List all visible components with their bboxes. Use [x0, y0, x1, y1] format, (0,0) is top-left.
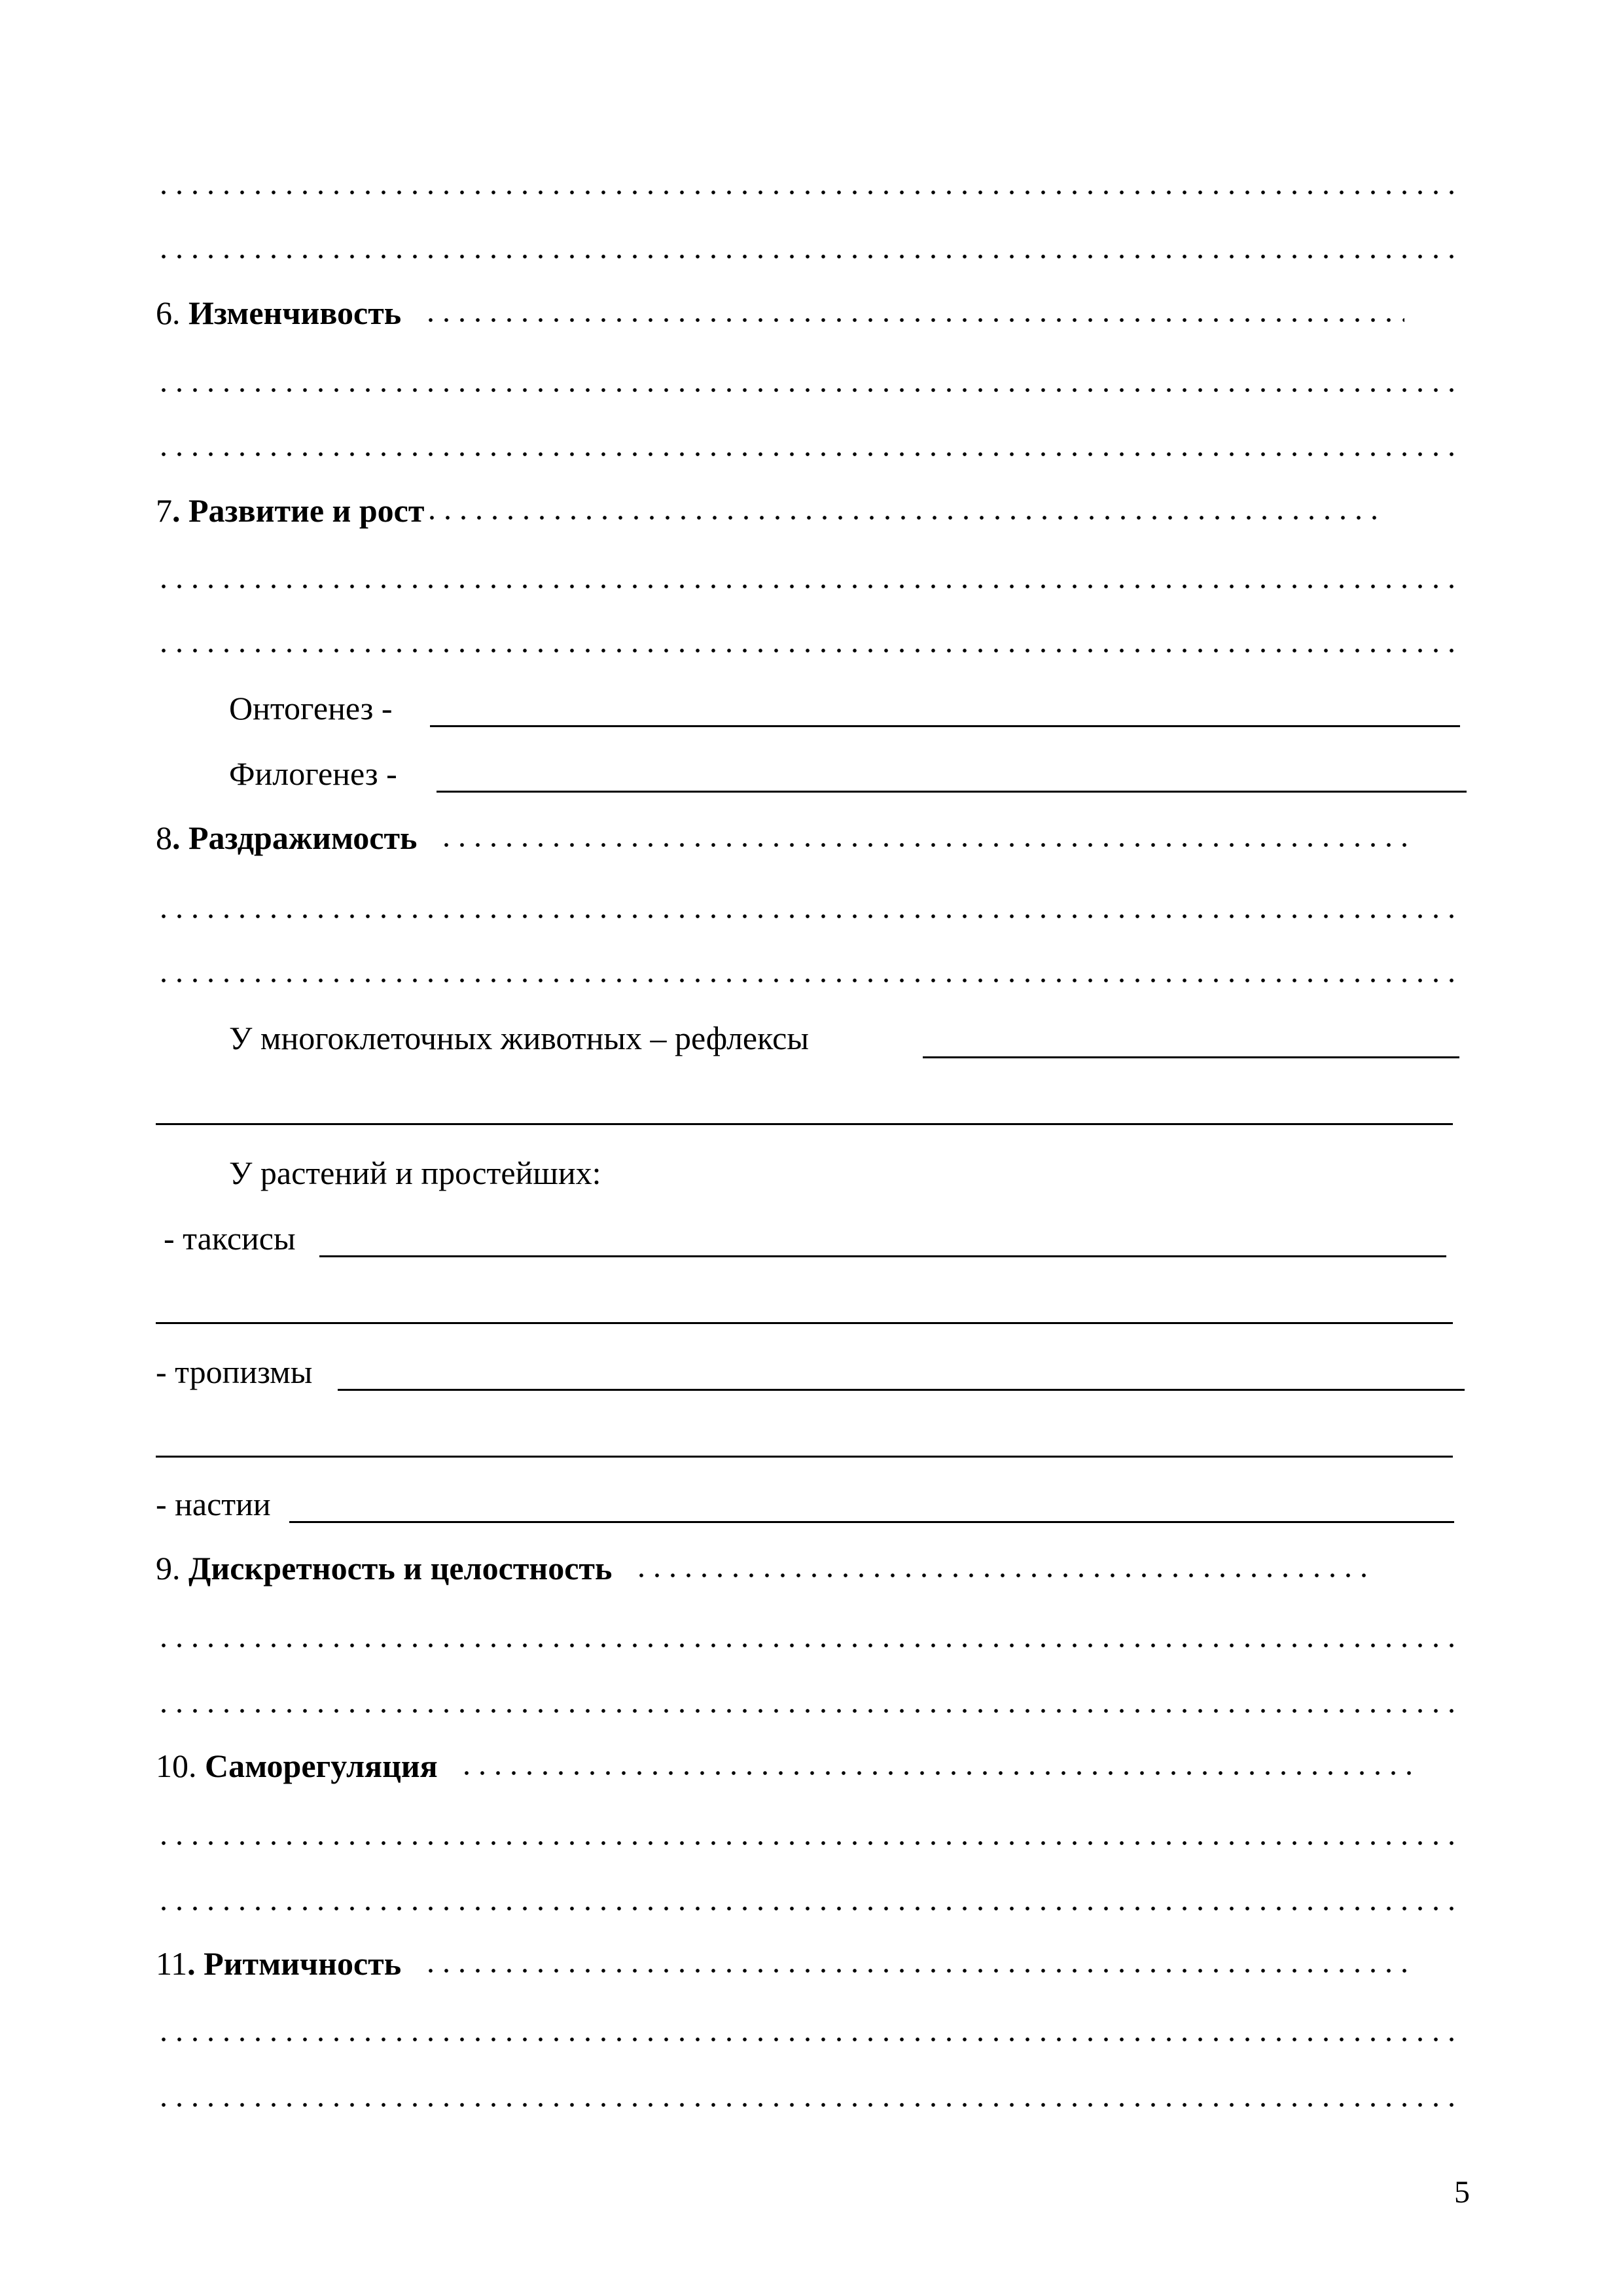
- ontogenesis-label: Онтогенез -: [229, 690, 393, 726]
- item-10-number: 10.: [156, 1748, 205, 1784]
- taxes-field: [164, 1219, 296, 1258]
- reflexes-answer-line-2[interactable]: [156, 1123, 1453, 1125]
- answer-line[interactable]: [156, 648, 1462, 653]
- answer-line[interactable]: [156, 387, 1462, 393]
- answer-line[interactable]: [156, 978, 1462, 983]
- taxes-answer-line[interactable]: [319, 1255, 1446, 1257]
- reflexes-answer-line[interactable]: [923, 1056, 1459, 1058]
- answer-line[interactable]: [156, 1643, 1462, 1648]
- answer-line[interactable]: [156, 2102, 1462, 2108]
- item-8-number: 8: [156, 819, 172, 856]
- page-number: 5: [1454, 2175, 1470, 2210]
- phylogenesis-field: [229, 754, 397, 793]
- item-11-heading: [156, 1944, 1418, 1983]
- plants-protozoa-text: У растений и простейших:: [229, 1155, 601, 1191]
- item-10-title: Саморегуляция: [205, 1748, 438, 1784]
- item-10-heading: [156, 1746, 1411, 1785]
- answer-line[interactable]: [424, 515, 1386, 520]
- item-6-title: Изменчивость: [188, 295, 402, 331]
- item-9-title: Дискретность и целостность: [188, 1550, 613, 1587]
- phylogenesis-answer-line[interactable]: [437, 791, 1467, 793]
- answer-line[interactable]: [459, 1770, 1411, 1776]
- item-9-heading: [156, 1549, 1373, 1588]
- nasties-field: [156, 1484, 271, 1524]
- tropisms-label: - тропизмы: [156, 1354, 313, 1390]
- tropisms-answer-line-2[interactable]: [156, 1456, 1453, 1458]
- reflexes-field: [229, 1018, 809, 1058]
- nasties-label: - настии: [156, 1486, 271, 1522]
- answer-line[interactable]: [156, 1708, 1462, 1713]
- item-6-number: 6.: [156, 295, 188, 331]
- item-7-heading: [156, 491, 1386, 530]
- item-8-heading: [156, 818, 1417, 857]
- answer-line[interactable]: [156, 190, 1462, 195]
- ontogenesis-answer-line[interactable]: [430, 725, 1460, 727]
- item-11-number: 11: [156, 1945, 188, 1982]
- answer-line[interactable]: [156, 254, 1462, 259]
- answer-line[interactable]: [633, 1573, 1373, 1578]
- item-8-title: . Раздражимость: [172, 819, 418, 856]
- item-7-number: 7: [156, 492, 172, 529]
- answer-line[interactable]: [156, 914, 1462, 919]
- taxes-answer-line-2[interactable]: [156, 1322, 1453, 1324]
- reflexes-label: У многоклеточных животных – рефлексы: [229, 1020, 809, 1056]
- item-11-title: . Ритмичность: [187, 1945, 402, 1982]
- answer-line[interactable]: [423, 1968, 1418, 1973]
- phylogenesis-label: Филогенез -: [229, 755, 397, 792]
- tropisms-field: [156, 1352, 312, 1391]
- item-6-heading: [156, 293, 1404, 332]
- nasties-answer-line[interactable]: [289, 1521, 1454, 1523]
- item-9-number: 9.: [156, 1550, 188, 1587]
- taxes-label: - таксисы: [164, 1220, 296, 1257]
- answer-line[interactable]: [156, 2037, 1462, 2042]
- tropisms-answer-line[interactable]: [338, 1389, 1465, 1391]
- answer-line[interactable]: [156, 1840, 1462, 1846]
- answer-line[interactable]: [156, 1906, 1462, 1911]
- answer-line[interactable]: [156, 584, 1462, 589]
- answer-line[interactable]: [423, 317, 1404, 323]
- answer-line[interactable]: [156, 452, 1462, 457]
- answer-line[interactable]: [438, 842, 1417, 848]
- plants-protozoa-label: [229, 1153, 601, 1193]
- ontogenesis-field: [229, 689, 393, 728]
- item-7-title: . Развитие и рост: [172, 492, 425, 529]
